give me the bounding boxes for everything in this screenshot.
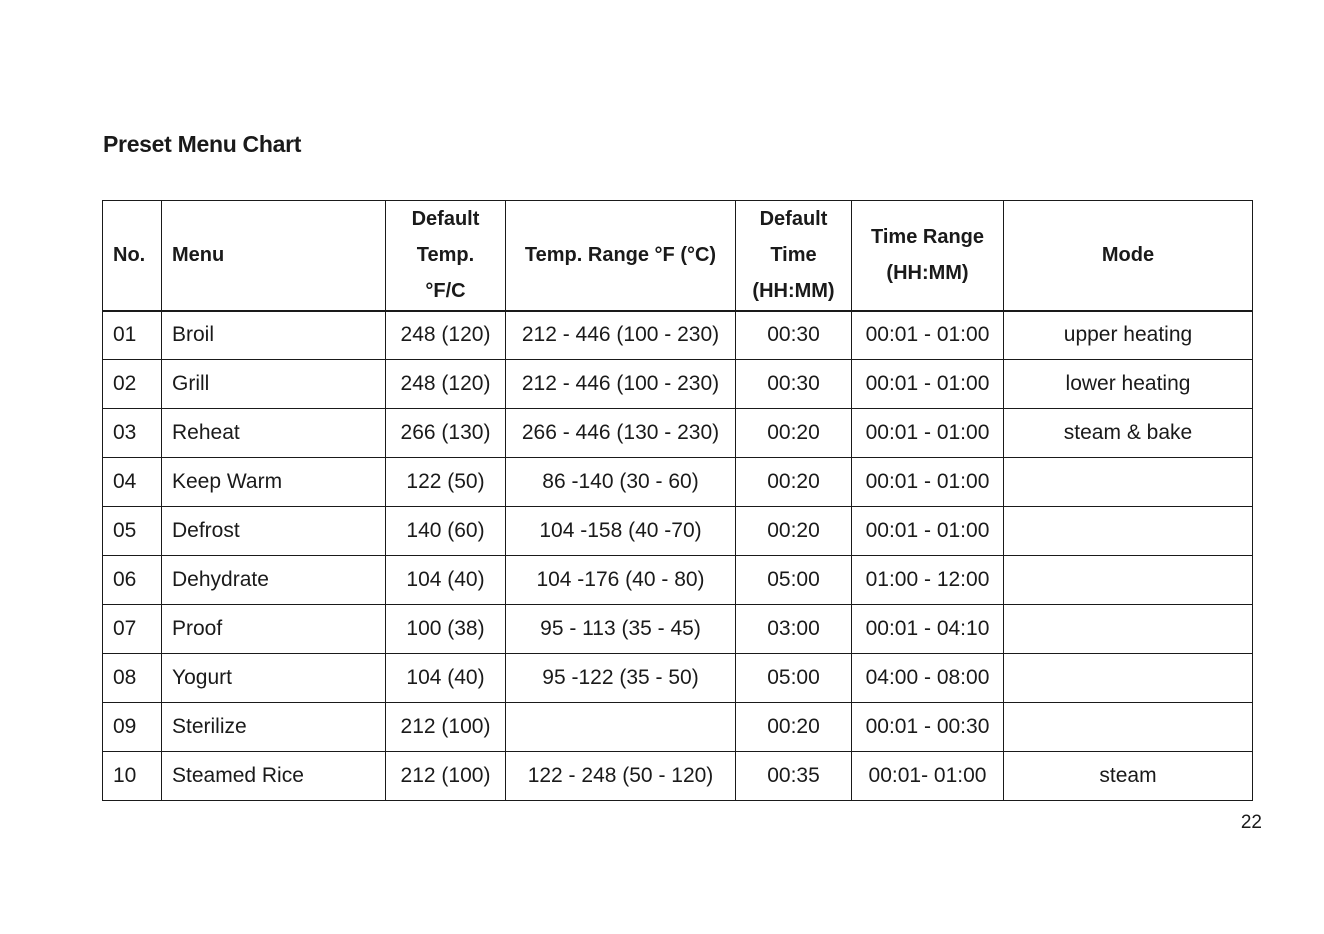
- header-time-range-line: (HH:MM): [886, 262, 969, 285]
- cell-menu: Yogurt: [162, 654, 386, 703]
- cell-default-temp: 248 (120): [386, 360, 506, 409]
- cell-menu: Sterilize: [162, 703, 386, 752]
- cell-default-temp: 122 (50): [386, 458, 506, 507]
- cell-temp-range: 95 -122 (35 - 50): [506, 654, 736, 703]
- cell-default-time: 00:20: [736, 703, 852, 752]
- cell-temp-range: 104 -176 (40 - 80): [506, 556, 736, 605]
- cell-default-time: 00:35: [736, 752, 852, 801]
- table-row: [103, 752, 1253, 801]
- cell-no: 09: [103, 703, 162, 752]
- cell-no: 05: [103, 507, 162, 556]
- cell-time-range: 01:00 - 12:00: [852, 556, 1004, 605]
- cell-no: 08: [103, 654, 162, 703]
- cell-temp-range: 122 - 248 (50 - 120): [506, 752, 736, 801]
- cell-mode: steam & bake: [1004, 409, 1253, 458]
- header-mode: Mode: [1004, 201, 1253, 311]
- cell-no: 06: [103, 556, 162, 605]
- cell-no: 01: [103, 311, 162, 360]
- table-row: [103, 311, 1253, 360]
- header-no: No.: [103, 201, 162, 311]
- table-row: [103, 654, 1253, 703]
- table-row: [103, 605, 1253, 654]
- cell-no: 03: [103, 409, 162, 458]
- cell-mode: lower heating: [1004, 360, 1253, 409]
- cell-default-time: 03:00: [736, 605, 852, 654]
- cell-menu: Broil: [162, 311, 386, 360]
- cell-menu: Reheat: [162, 409, 386, 458]
- cell-time-range: 00:01 - 01:00: [852, 409, 1004, 458]
- header-temp-range: Temp. Range °F (°C): [506, 201, 736, 311]
- cell-time-range: 00:01- 01:00: [852, 752, 1004, 801]
- cell-default-time: 00:20: [736, 409, 852, 458]
- cell-temp-range: 95 - 113 (35 - 45): [506, 605, 736, 654]
- preset-menu-table: [102, 200, 1253, 801]
- cell-no: 10: [103, 752, 162, 801]
- header-time-range: [852, 201, 1004, 311]
- table-row: [103, 556, 1253, 605]
- cell-default-temp: 248 (120): [386, 311, 506, 360]
- table-row: [103, 409, 1253, 458]
- cell-temp-range: [506, 703, 736, 752]
- cell-temp-range: 104 -158 (40 -70): [506, 507, 736, 556]
- cell-no: 07: [103, 605, 162, 654]
- cell-default-temp: 212 (100): [386, 703, 506, 752]
- cell-time-range: 00:01 - 00:30: [852, 703, 1004, 752]
- cell-menu: Steamed Rice: [162, 752, 386, 801]
- cell-temp-range: 266 - 446 (130 - 230): [506, 409, 736, 458]
- cell-default-temp: 266 (130): [386, 409, 506, 458]
- cell-menu: Proof: [162, 605, 386, 654]
- cell-temp-range: 212 - 446 (100 - 230): [506, 311, 736, 360]
- cell-default-temp: 104 (40): [386, 556, 506, 605]
- header-default-temp: [386, 201, 506, 311]
- cell-time-range: 04:00 - 08:00: [852, 654, 1004, 703]
- cell-menu: Keep Warm: [162, 458, 386, 507]
- table-row: [103, 458, 1253, 507]
- cell-mode: [1004, 507, 1253, 556]
- cell-mode: [1004, 703, 1253, 752]
- cell-time-range: 00:01 - 01:00: [852, 507, 1004, 556]
- cell-mode: [1004, 654, 1253, 703]
- table-row: [103, 507, 1253, 556]
- cell-default-time: 00:20: [736, 507, 852, 556]
- cell-temp-range: 86 -140 (30 - 60): [506, 458, 736, 507]
- cell-default-temp: 104 (40): [386, 654, 506, 703]
- cell-time-range: 00:01 - 01:00: [852, 458, 1004, 507]
- cell-temp-range: 212 - 446 (100 - 230): [506, 360, 736, 409]
- header-default-time-line: Default: [759, 208, 828, 231]
- header-default-temp-line: Temp.: [416, 244, 475, 267]
- header-default-time-line: Time: [770, 244, 817, 267]
- cell-time-range: 00:01 - 01:00: [852, 360, 1004, 409]
- header-default-time: [736, 201, 852, 311]
- cell-time-range: 00:01 - 01:00: [852, 311, 1004, 360]
- table-row: [103, 360, 1253, 409]
- header-time-range-line: Time Range: [871, 226, 984, 249]
- cell-menu: Grill: [162, 360, 386, 409]
- table-header-row: [103, 201, 1253, 311]
- cell-mode: [1004, 458, 1253, 507]
- cell-default-time: 00:20: [736, 458, 852, 507]
- cell-default-temp: 140 (60): [386, 507, 506, 556]
- cell-no: 04: [103, 458, 162, 507]
- cell-mode: steam: [1004, 752, 1253, 801]
- table-row: [103, 703, 1253, 752]
- page-title: Preset Menu Chart: [103, 131, 302, 157]
- cell-default-time: 05:00: [736, 556, 852, 605]
- cell-time-range: 00:01 - 04:10: [852, 605, 1004, 654]
- cell-default-temp: 100 (38): [386, 605, 506, 654]
- cell-mode: upper heating: [1004, 311, 1253, 360]
- header-default-time-line: (HH:MM): [752, 280, 835, 303]
- cell-default-time: 00:30: [736, 311, 852, 360]
- cell-mode: [1004, 556, 1253, 605]
- cell-mode: [1004, 605, 1253, 654]
- cell-default-temp: 212 (100): [386, 752, 506, 801]
- cell-default-time: 00:30: [736, 360, 852, 409]
- cell-menu: Dehydrate: [162, 556, 386, 605]
- cell-menu: Defrost: [162, 507, 386, 556]
- header-default-temp-line: °F/C: [425, 280, 466, 303]
- header-menu: Menu: [162, 201, 386, 311]
- cell-default-time: 05:00: [736, 654, 852, 703]
- page-number: 22: [1240, 812, 1262, 833]
- header-default-temp-line: Default: [411, 208, 480, 231]
- cell-no: 02: [103, 360, 162, 409]
